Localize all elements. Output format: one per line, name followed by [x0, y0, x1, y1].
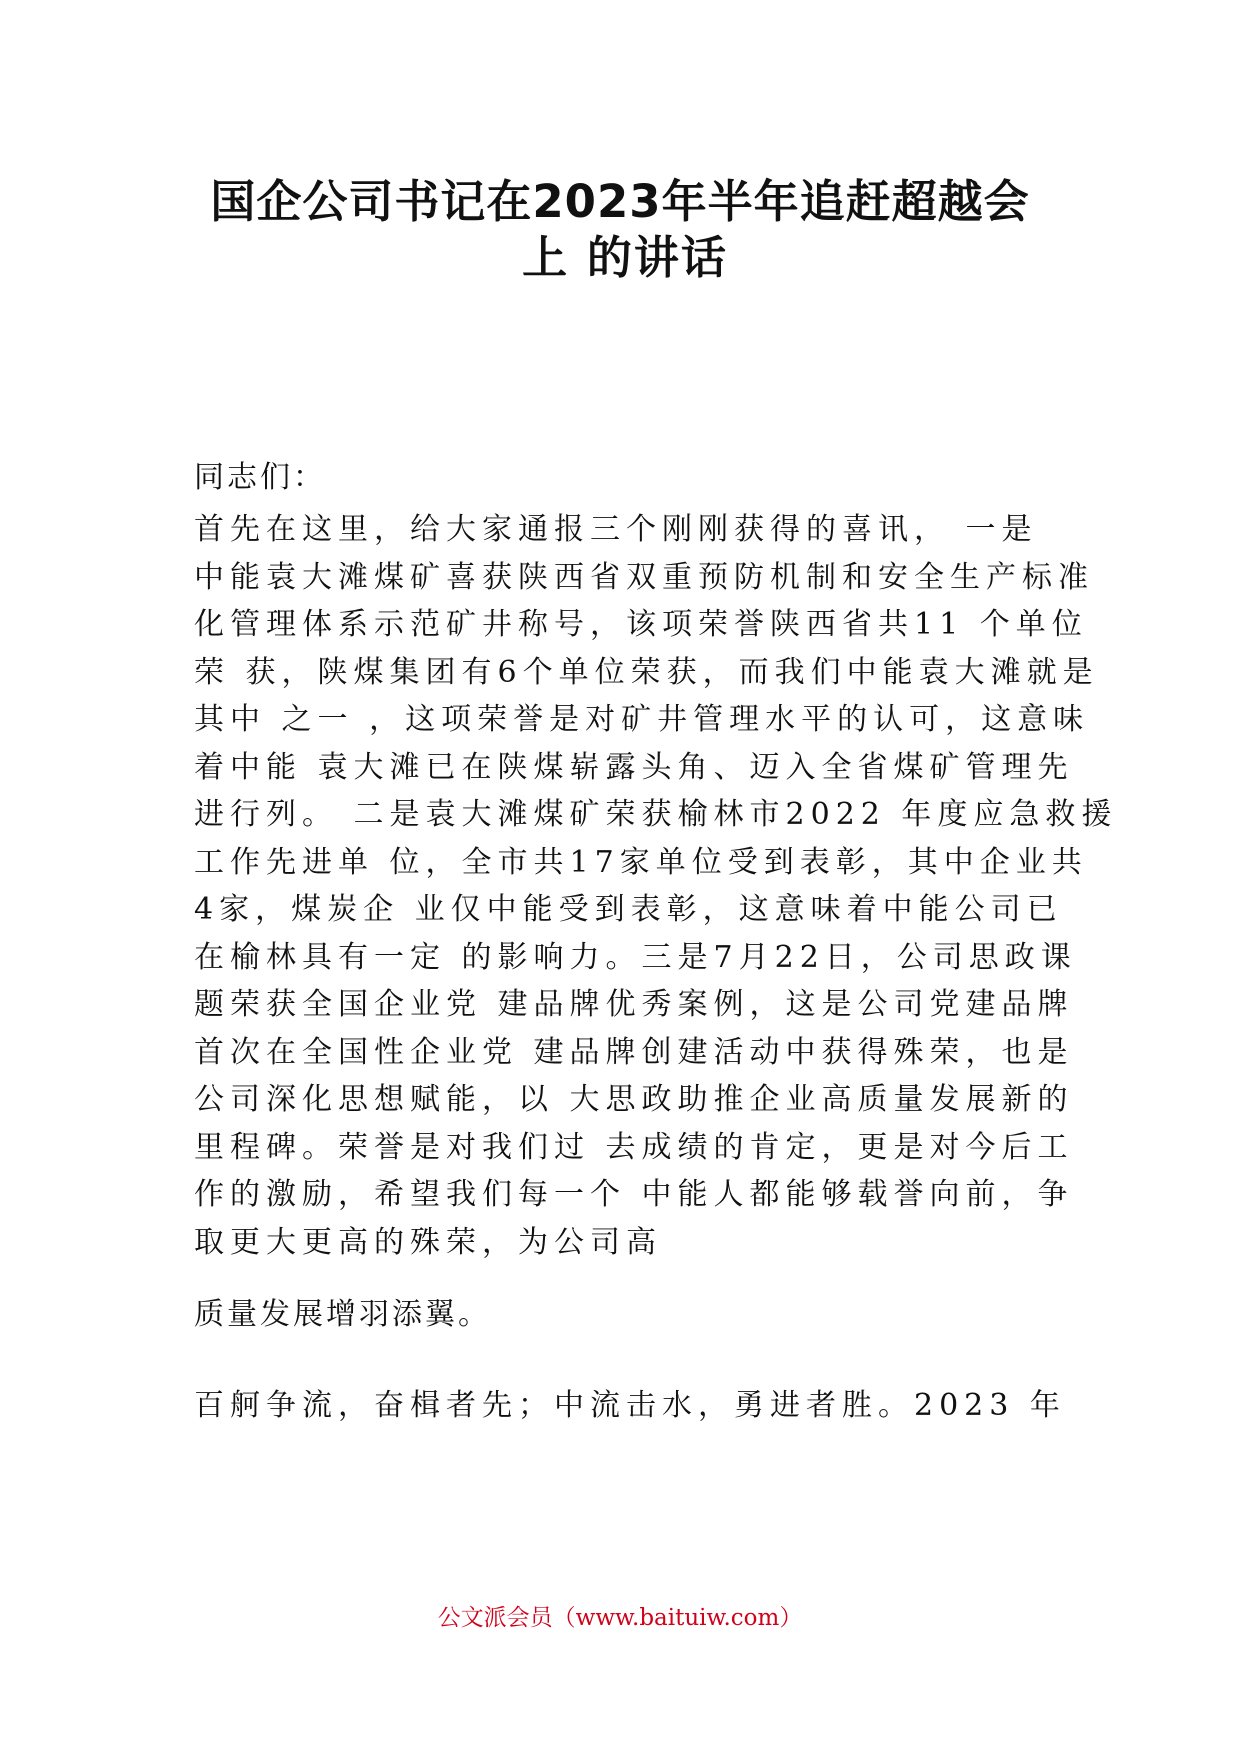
body-line: 进行列。 二是袁大滩煤矿荣获榆林市2022 年度应急救援: [194, 797, 1118, 832]
body-line: 荣 获，陕煤集团有6个单位荣获，而我们中能袁大滩就是: [194, 655, 1099, 690]
salutation: 同志们：: [194, 460, 326, 495]
body-line: 作的激励，希望我们每一个 中能人都能够载誉向前，争: [194, 1177, 1074, 1212]
document-title-line-1: 国企公司书记在2023年半年追赶超越会: [210, 175, 1030, 228]
body-line: 其中 之一 ，这项荣誉是对矿井管理水平的认可，这意味: [194, 702, 1090, 737]
body-line: 取更大更高的殊荣，为公司高: [194, 1225, 662, 1260]
body-line: 4家，煤炭企 业仅中能受到表彰，这意味着中能公司已: [194, 892, 1063, 927]
body-line: 工作先进单 位，全市共17家单位受到表彰，其中企业共: [194, 845, 1088, 880]
watermark-footer: 公文派会员（www.baituiw.com）: [437, 1605, 803, 1631]
body-line: 中能袁大滩煤矿喜获陕西省双重预防机制和安全生产标准: [194, 560, 1094, 595]
body-line: 首先在这里，给大家通报三个刚刚获得的喜讯， 一是: [194, 512, 1038, 547]
body-line: 首次在全国性企业党 建品牌创建活动中获得殊荣，也是: [194, 1035, 1074, 1070]
body-line: 百舸争流，奋楫者先；中流击水，勇进者胜。2023 年: [194, 1388, 1066, 1423]
document-title-line-2: 上 的讲话: [522, 231, 728, 284]
body-line: 在榆林具有一定 的影响力。三是7月22日，公司思政课: [194, 940, 1077, 975]
body-line: 化管理体系示范矿井称号，该项荣誉陕西省共11 个单位: [194, 607, 1088, 642]
body-line: 质量发展增羽添翼。: [194, 1297, 491, 1332]
body-line: 公司深化思想赋能，以 大思政助推企业高质量发展新的: [194, 1082, 1074, 1117]
body-line: 里程碑。荣誉是对我们过 去成绩的肯定，更是对今后工: [194, 1130, 1074, 1165]
body-line: 题荣获全国企业党 建品牌优秀案例，这是公司党建品牌: [194, 987, 1074, 1022]
body-line: 着中能 袁大滩已在陕煤崭露头角、迈入全省煤矿管理先: [194, 750, 1074, 785]
